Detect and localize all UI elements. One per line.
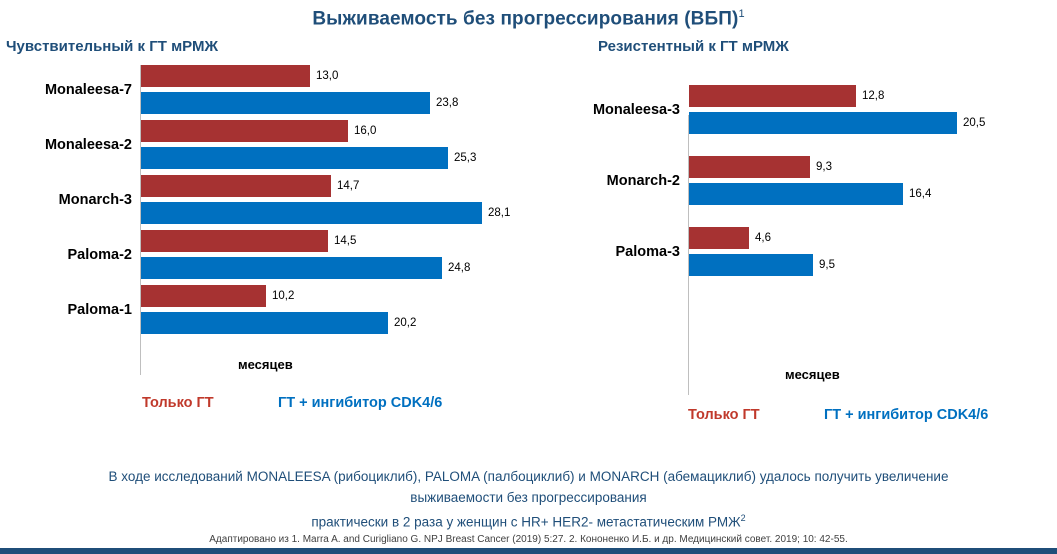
bar-combo [141, 312, 388, 334]
bar-combo [689, 254, 813, 276]
bar-mono [141, 230, 328, 252]
bar-group [0, 65, 540, 114]
category-label: Monarch-2 [606, 172, 680, 189]
bar-row [540, 183, 1057, 205]
bar-row [0, 312, 540, 334]
legend-mono-left: Только ГТ [142, 395, 214, 412]
units-label-left: месяцев [238, 357, 293, 373]
bar-combo [689, 183, 903, 205]
bar-combo [689, 112, 957, 134]
footnote-line-3-superscript: 2 [740, 513, 746, 523]
bar-combo [141, 92, 430, 114]
legend-combo-left: ГТ + ингибитор CDK4/6 [278, 395, 443, 412]
bar-value-label: 4,6 [755, 232, 771, 245]
bar-row [0, 65, 540, 87]
bar-mono [141, 120, 348, 142]
plot-area-resistant [540, 85, 1057, 424]
category-label: Monaleesa-3 [592, 101, 680, 118]
bar-value-label: 13,0 [316, 70, 339, 83]
bar-combo [141, 202, 482, 224]
footnote-line-3 [0, 508, 1057, 533]
bar-row [0, 92, 540, 114]
bar-combo [141, 257, 442, 279]
bar-group [0, 285, 540, 334]
bar-value-label: 16,4 [909, 188, 932, 201]
footnote-line-1: В ходе исследований MONALEESA (рибоциклиб), PALOMA (палбоциклиб) и MONARCH (абемациклиб) удалось получить увеличение [108, 469, 949, 484]
chart-panel-resistant [540, 38, 1057, 424]
legend-combo-right: ГТ + ингибитор CDK4/6 [824, 407, 989, 424]
bar-row [540, 227, 1057, 249]
bar-mono [689, 85, 856, 107]
bar-value-label: 20,2 [394, 317, 417, 330]
bar-group [0, 120, 540, 169]
chart-title-resistant: Резистентный к ГТ мРМЖ [598, 38, 789, 56]
bar-row [0, 257, 540, 279]
bottom-accent-bar [0, 548, 1057, 554]
bar-value-label: 9,3 [816, 161, 832, 174]
bar-group [0, 230, 540, 279]
bar-row [540, 112, 1057, 134]
bar-value-label: 16,0 [354, 125, 377, 138]
bar-row [0, 120, 540, 142]
legend-mono-right: Только ГТ [688, 407, 760, 424]
category-label: Monarch-3 [58, 191, 132, 208]
category-label: Paloma-1 [67, 301, 132, 318]
bar-row [0, 175, 540, 197]
bar-value-label: 12,8 [862, 90, 885, 103]
bar-row [0, 230, 540, 252]
bar-combo [141, 147, 448, 169]
bar-value-label: 10,2 [272, 290, 295, 303]
bar-group [540, 156, 1057, 205]
category-label: Paloma-2 [67, 246, 132, 263]
bar-value-label: 25,3 [454, 152, 477, 165]
bar-value-label: 24,8 [448, 262, 471, 275]
plot-area-sensitive [0, 65, 540, 412]
bar-row [0, 147, 540, 169]
charts-container [0, 38, 1057, 424]
footnote-line-3-text: практически в 2 раза у женщин с HR+ HER2- метастатическим РМЖ [311, 514, 741, 530]
bar-mono [141, 65, 310, 87]
chart-panel-sensitive [0, 38, 540, 412]
bar-value-label: 20,5 [963, 117, 986, 130]
source-citation: Адаптировано из 1. Marra A. and Curigliano G. NPJ Breast Cancer (2019) 5:27. 2. Кононенко И.Б. и др. Медицинский совет. 2019; 10: 42-55. [209, 534, 848, 545]
bar-row [0, 202, 540, 224]
bar-value-label: 14,5 [334, 235, 357, 248]
page-title-text: Выживаемость без прогрессирования (ВБП) [312, 8, 739, 30]
bar-mono [141, 285, 266, 307]
bar-row [0, 285, 540, 307]
bar-value-label: 9,5 [819, 259, 835, 272]
bar-mono [689, 156, 810, 178]
bar-value-label: 14,7 [337, 180, 360, 193]
bar-group [540, 85, 1057, 134]
bar-mono [689, 227, 749, 249]
bar-row [540, 156, 1057, 178]
bar-group [540, 227, 1057, 276]
category-label: Paloma-3 [615, 243, 680, 260]
footnote-line-2: выживаемости без прогрессирования [410, 490, 647, 505]
bar-mono [141, 175, 331, 197]
category-label: Monaleesa-2 [44, 136, 132, 153]
chart-title-sensitive: Чувствительный к ГТ мРМЖ [6, 38, 219, 56]
units-label-right: месяцев [785, 367, 840, 383]
page-title-superscript: 1 [738, 8, 745, 20]
page-title [0, 0, 1057, 30]
bar-row [540, 85, 1057, 107]
bar-row [540, 254, 1057, 276]
bar-value-label: 28,1 [488, 207, 511, 220]
bar-group [0, 175, 540, 224]
bar-value-label: 23,8 [436, 97, 459, 110]
footnote [0, 466, 1057, 533]
category-label: Monaleesa-7 [44, 81, 132, 98]
